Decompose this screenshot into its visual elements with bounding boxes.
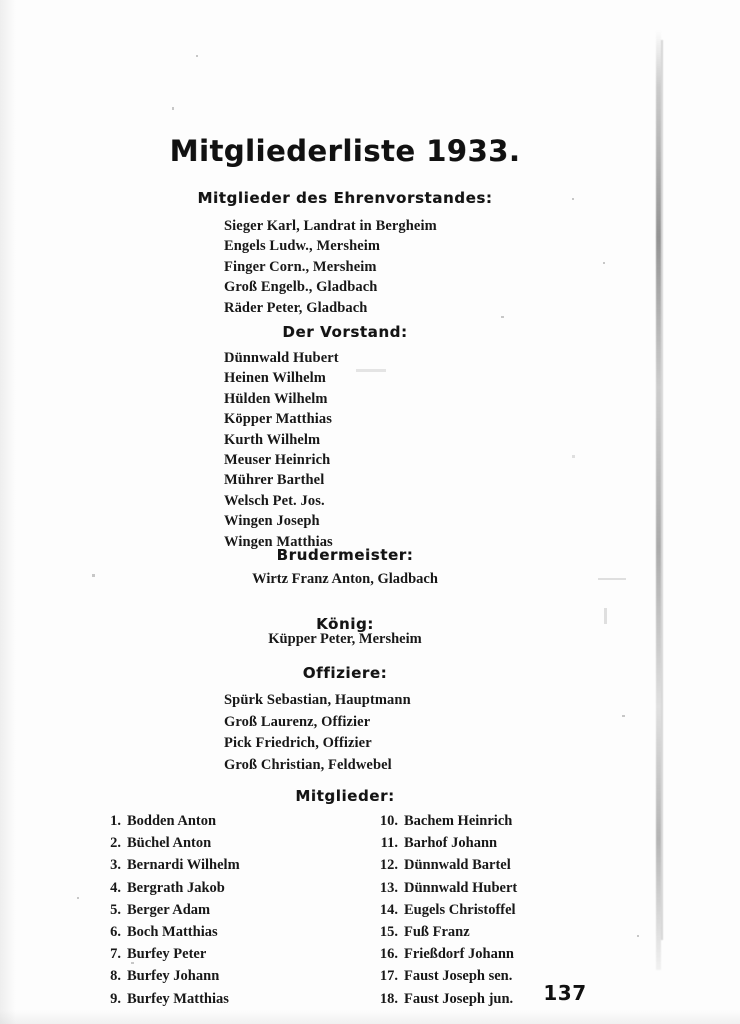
table-row xyxy=(370,854,517,876)
member-name: Burfey Johann xyxy=(127,968,220,985)
section-heading-vorstand: Der Vorstand: xyxy=(282,323,408,341)
member-number: 13. xyxy=(379,879,398,896)
list-item: Wingen Matthias xyxy=(224,533,333,550)
member-name: Bernardi Wilhelm xyxy=(127,857,240,874)
list-item: Sieger Karl, Landrat in Bergheim xyxy=(224,218,437,234)
member-number: 14. xyxy=(379,901,398,918)
section-heading-offiziere: Offiziere: xyxy=(302,664,388,682)
scan-speck xyxy=(501,316,504,318)
list-item: Welsch Pet. Jos. xyxy=(224,492,325,509)
member-number: 3. xyxy=(110,857,121,874)
scan-speck xyxy=(603,262,605,264)
member-name: Bergrath Jakob xyxy=(127,879,225,896)
list-item: Pick Friedrich, Offizier xyxy=(224,735,372,751)
table-row xyxy=(370,921,517,943)
brudermeister-name: Wirtz Franz Anton, Gladbach xyxy=(252,571,438,587)
table-row xyxy=(97,832,240,854)
list-item: Räder Peter, Gladbach xyxy=(224,299,368,316)
scan-speck xyxy=(356,369,386,372)
list-vorstand xyxy=(224,348,339,552)
page-title: Mitgliederliste 1933. xyxy=(169,134,521,168)
list-item: Hülden Wilhelm xyxy=(224,390,328,407)
table-row xyxy=(97,854,240,876)
member-name: Faust Joseph jun. xyxy=(404,990,514,1007)
list-item: Groß Laurenz, Offizier xyxy=(224,713,371,730)
member-name: Dünnwald Hubert xyxy=(404,879,518,896)
table-row xyxy=(97,810,240,832)
list-item: Mührer Barthel xyxy=(224,472,325,489)
member-name: Boch Matthias xyxy=(127,924,218,941)
member-number: 1. xyxy=(110,813,121,829)
scan-edge-shadow-bottom xyxy=(0,1010,740,1024)
member-number: 16. xyxy=(379,946,398,963)
member-number: 8. xyxy=(110,968,121,985)
member-name: Burfey Matthias xyxy=(127,990,229,1007)
table-row xyxy=(97,943,240,965)
member-name: Frießdorf Johann xyxy=(404,946,514,963)
member-number: 10. xyxy=(379,813,398,829)
list-item: Engels Ludw., Mersheim xyxy=(224,238,381,255)
scan-speck xyxy=(572,455,575,458)
list-item: Meuser Heinrich xyxy=(224,452,331,469)
table-row xyxy=(370,943,517,965)
list-offiziere xyxy=(224,690,411,776)
member-number: 11. xyxy=(380,835,398,852)
koenig-name: Küpper Peter, Mersheim xyxy=(268,631,422,647)
list-item: Spürk Sebastian, Hauptmann xyxy=(224,692,411,708)
member-name: Eugels Christoffel xyxy=(404,901,516,918)
members-column-right xyxy=(370,810,517,1010)
table-row xyxy=(97,921,240,943)
member-name: Berger Adam xyxy=(127,901,211,918)
scan-speck xyxy=(622,715,625,717)
list-item: Wingen Joseph xyxy=(224,513,320,530)
table-row xyxy=(370,899,517,921)
list-item: Köpper Matthias xyxy=(224,411,332,428)
scan-speck xyxy=(637,935,639,937)
member-number: 15. xyxy=(379,924,398,941)
member-name: Burfey Peter xyxy=(127,946,207,963)
member-name: Bodden Anton xyxy=(127,813,217,829)
list-item: Dünnwald Hubert xyxy=(224,350,339,366)
table-row xyxy=(370,988,517,1010)
member-number: 2. xyxy=(110,835,121,852)
member-name: Bachem Heinrich xyxy=(404,813,513,829)
table-row xyxy=(97,899,240,921)
member-number: 5. xyxy=(110,901,121,918)
table-row xyxy=(97,965,240,987)
list-item: Groß Christian, Feldwebel xyxy=(224,756,392,773)
table-row xyxy=(97,988,240,1010)
section-heading-koenig: König: xyxy=(316,615,374,633)
scan-speck xyxy=(172,107,174,110)
member-number: 6. xyxy=(110,924,121,941)
member-name: Fuß Franz xyxy=(404,924,470,941)
member-number: 18. xyxy=(379,990,398,1007)
list-item: Groß Engelb., Gladbach xyxy=(224,279,378,296)
table-row xyxy=(97,877,240,899)
list-item: Finger Corn., Mersheim xyxy=(224,258,377,275)
members-column-left xyxy=(97,810,240,1010)
section-heading-brudermeister: Brudermeister: xyxy=(276,546,414,564)
member-name: Barhof Johann xyxy=(404,835,498,852)
scan-speck xyxy=(77,897,79,899)
table-row xyxy=(370,832,517,854)
member-name: Dünnwald Bartel xyxy=(404,857,511,874)
member-number: 9. xyxy=(110,990,121,1007)
table-row xyxy=(370,965,517,987)
page-number: 137 xyxy=(543,981,587,1005)
list-item: Kurth Wilhelm xyxy=(224,431,321,448)
list-ehrenvorstand xyxy=(224,216,437,318)
table-row xyxy=(370,810,517,832)
member-number: 12. xyxy=(379,857,398,874)
member-name: Büchel Anton xyxy=(127,835,212,852)
member-number: 4. xyxy=(110,879,121,896)
member-number: 7. xyxy=(110,946,121,963)
scan-speck xyxy=(196,55,198,57)
list-item: Heinen Wilhelm xyxy=(224,370,326,387)
scan-artifact-stripe-secondary xyxy=(661,40,663,940)
section-heading-mitglieder: Mitglieder: xyxy=(295,787,395,805)
member-name: Faust Joseph sen. xyxy=(404,968,513,985)
section-heading-ehrenvorstand: Mitglieder des Ehrenvorstandes: xyxy=(197,189,493,207)
table-row xyxy=(370,877,517,899)
member-number: 17. xyxy=(379,968,398,985)
